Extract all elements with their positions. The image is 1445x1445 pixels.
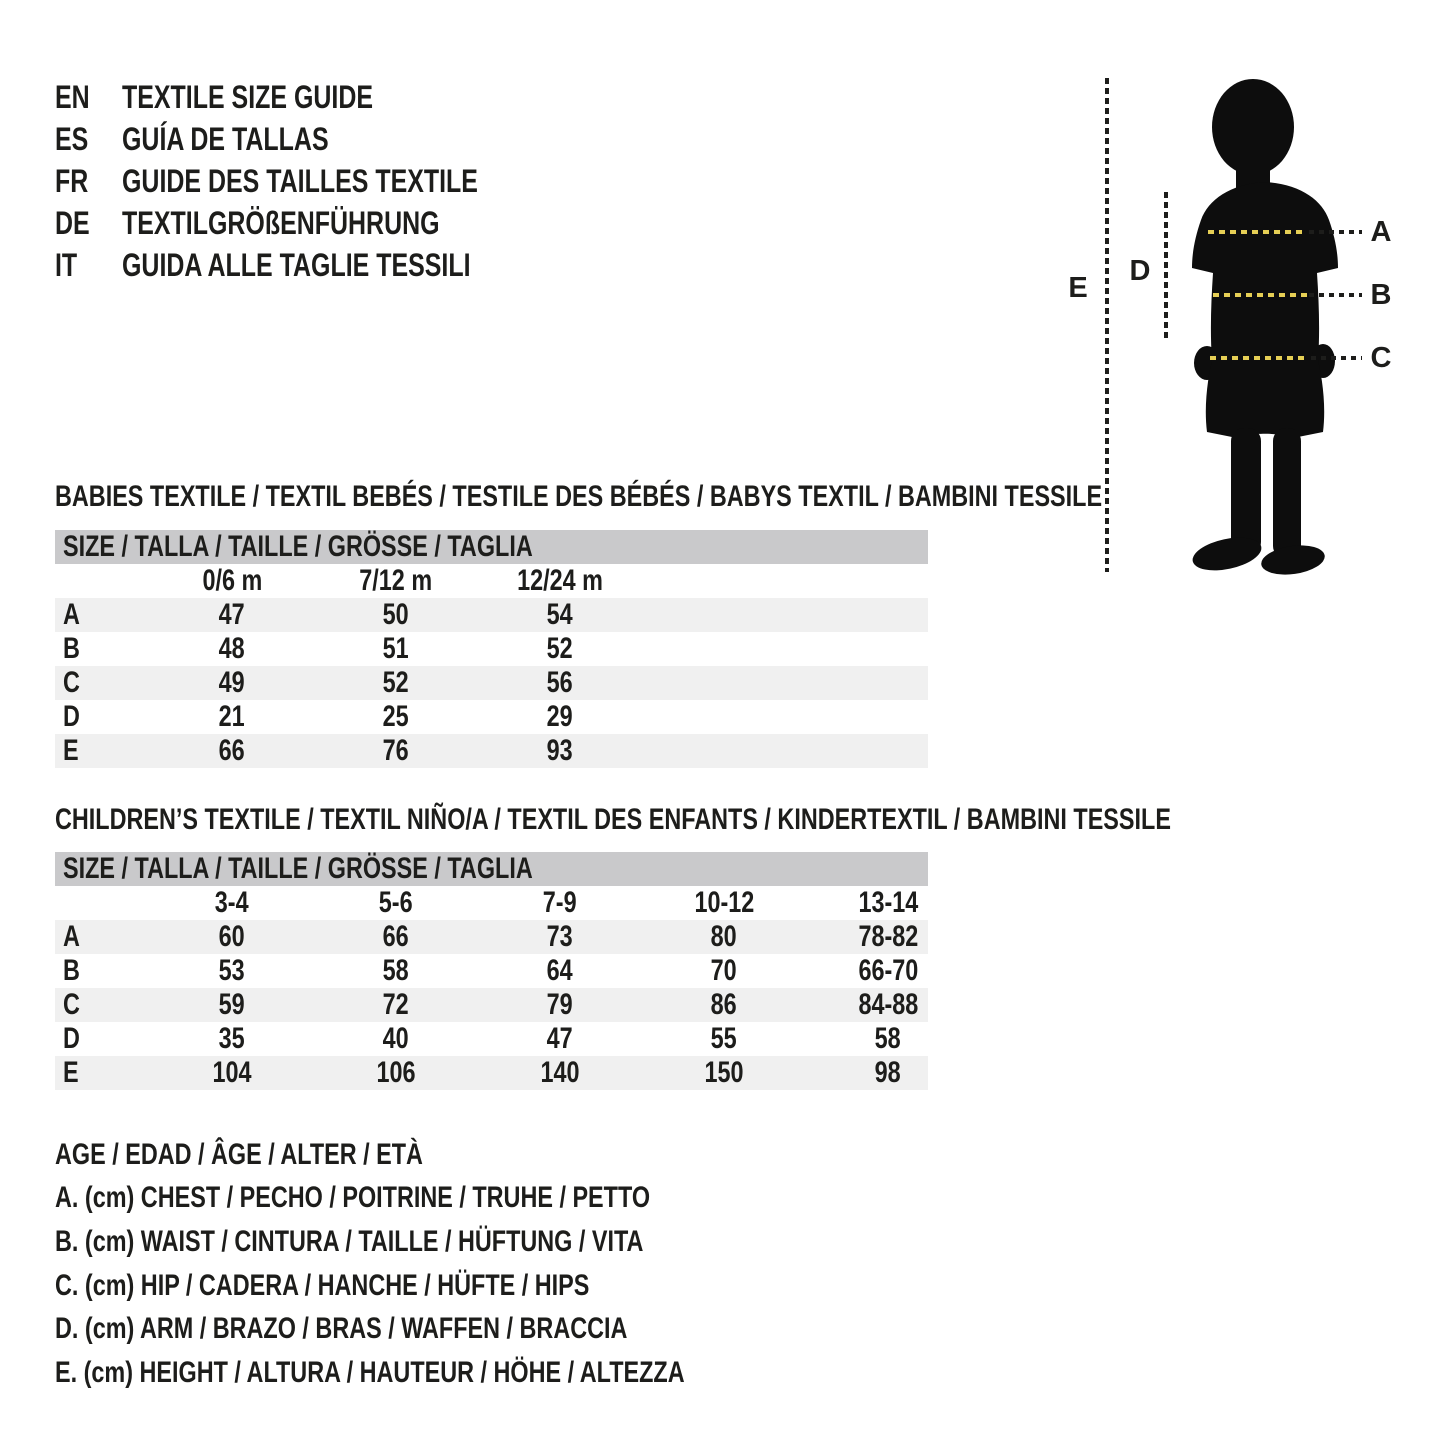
waist-measure-dashes-b xyxy=(1213,293,1307,297)
arm-measure-line-d xyxy=(1164,192,1168,342)
chest-measure-leader-a xyxy=(1309,230,1362,234)
babies-col-0: 0/6 m xyxy=(202,564,262,597)
silhouette-right-shoe xyxy=(1259,542,1326,579)
children-column-header-row xyxy=(55,886,928,920)
lang-row-it xyxy=(55,244,578,286)
babies-col-1: 7/12 m xyxy=(359,564,433,597)
legend-arm-line: D. (cm) ARM / BRAZO / BRAS / WAFFEN / BRACCIA xyxy=(55,1312,628,1346)
table-row: C 49 52 56 xyxy=(55,666,928,700)
lang-code-es: ES xyxy=(55,120,89,157)
legend-height-line: E. (cm) HEIGHT / ALTURA / HAUTEUR / HÖHE / ALTEZZA xyxy=(55,1355,685,1389)
lang-title-es: GUÍA DE TALLAS xyxy=(122,120,329,157)
measure-label-d: D xyxy=(1129,255,1151,287)
table-row: D 35 40 47 55 58 xyxy=(63,1022,902,1055)
lang-title-fr: GUIDE DES TAILLES TEXTILE xyxy=(122,162,478,199)
hip-measure-leader-c xyxy=(1311,356,1362,360)
legend-age-line: AGE / EDAD / ÂGE / ALTER / ETÀ xyxy=(55,1137,423,1171)
legend-hip-line: C. (cm) HIP / CADERA / HANCHE / HÜFTE / HIPS xyxy=(55,1268,590,1302)
children-col-1: 5-6 xyxy=(379,886,413,919)
legend-chest-line: A. (cm) CHEST / PECHO / POITRINE / TRUHE / PETTO xyxy=(55,1181,651,1215)
table-row: A 47 50 54 xyxy=(55,598,928,632)
children-table-header: SIZE / TALLA / TAILLE / GRÖSSE / TAGLIA xyxy=(55,852,928,886)
lang-code-it: IT xyxy=(55,246,78,283)
lang-row-es xyxy=(55,118,578,160)
babies-column-header-row xyxy=(55,564,928,598)
legend-waist-line: B. (cm) WAIST / CINTURA / TAILLE / HÜFTUNG / VITA xyxy=(55,1224,644,1258)
lang-code-fr: FR xyxy=(55,162,89,199)
waist-measure-leader-b xyxy=(1309,293,1362,297)
children-size-table xyxy=(55,852,928,1090)
lang-row-de xyxy=(55,202,578,244)
children-col-0: 3-4 xyxy=(215,886,249,919)
table-row: D 21 25 29 xyxy=(63,700,574,733)
lang-code-en: EN xyxy=(55,78,90,115)
children-col-4: 13-14 xyxy=(858,886,918,919)
table-row: B 53 58 64 70 66-70 xyxy=(63,954,918,987)
children-col-3: 10-12 xyxy=(694,886,754,919)
lang-title-de: TEXTILGRÖßENFÜHRUNG xyxy=(122,204,440,241)
measurement-legend xyxy=(55,1133,862,1395)
measure-label-e: E xyxy=(1068,272,1088,304)
babies-table-header: SIZE / TALLA / TAILLE / GRÖSSE / TAGLIA xyxy=(55,530,928,564)
lang-row-fr xyxy=(55,160,578,202)
table-row: A 60 66 73 80 78-82 xyxy=(55,920,928,954)
measure-label-c: C xyxy=(1370,342,1392,374)
children-section-title: CHILDREN’S TEXTILE / TEXTIL NIÑO/A / TEXTIL DES ENFANTS / KINDERTEXTIL / BAMBINI TESSILE xyxy=(55,803,1171,836)
lang-code-de: DE xyxy=(55,204,90,241)
hip-measure-dashes-c xyxy=(1210,356,1308,360)
table-row: E 66 76 93 xyxy=(55,734,928,768)
language-title-block xyxy=(55,76,578,286)
measure-label-b: B xyxy=(1370,279,1392,311)
children-col-2: 7-9 xyxy=(543,886,577,919)
table-row: B 48 51 52 xyxy=(63,632,574,665)
measure-label-a: A xyxy=(1370,216,1392,248)
babies-col-2: 12/24 m xyxy=(517,564,603,597)
chest-measure-dashes-a xyxy=(1208,230,1307,234)
babies-section-title: BABIES TEXTILE / TEXTIL BEBÉS / TESTILE DES BÉBÉS / BABYS TEXTIL / BAMBINI TESSILE xyxy=(55,480,1103,513)
table-row: C 59 72 79 86 84-88 xyxy=(55,988,928,1022)
silhouette-shirt xyxy=(1192,182,1338,362)
silhouette-shorts xyxy=(1206,360,1324,439)
lang-title-en: TEXTILE SIZE GUIDE xyxy=(122,78,374,115)
babies-size-table xyxy=(55,530,928,768)
table-row: E 104 106 140 150 98 xyxy=(55,1056,928,1090)
lang-title-it: GUIDA ALLE TAGLIE TESSILI xyxy=(122,246,471,283)
lang-row-en xyxy=(55,76,578,118)
